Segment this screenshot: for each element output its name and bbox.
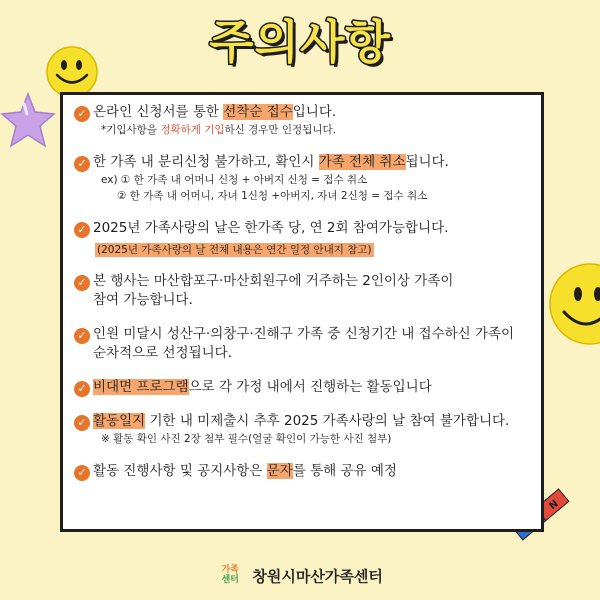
check-icon: ✓: [74, 106, 90, 122]
check-icon: ✓: [74, 381, 90, 397]
check-icon: ✓: [74, 222, 90, 238]
purple-star-balloon-icon: [0, 90, 60, 154]
highlight: 가족 전체 취소: [318, 154, 406, 170]
highlight: 활동일지: [93, 413, 146, 429]
notice-list: [74, 103, 544, 496]
check-icon: ✓: [74, 275, 90, 291]
organization-name: 창원시마산가족센터: [252, 567, 383, 586]
magnet-n-label: N: [547, 498, 561, 513]
list-item: ✓ 본 행사는 마산합포구·마산회원구에 거주하는 2인이상 가족이 참여 가능합니다.: [74, 272, 544, 310]
family-center-logo-icon: 가족 센터: [221, 565, 239, 585]
check-icon: ✓: [74, 156, 90, 172]
highlight: 문자: [266, 463, 293, 479]
notice-card: [60, 92, 544, 532]
page-title: 주의사항: [209, 15, 391, 69]
list-item: ✓ 활동일지 기한 내 미제출시 추후 2025 가족사랑의 날 참여 불가합니다. ※ 활동 확인 사진 2장 첨부 필수(얼굴 확인이 가능한 사진 첨부): [74, 412, 544, 447]
check-icon: ✓: [74, 415, 90, 431]
list-item: ✓ 한 가족 내 분리신청 불가하고, 확인시 가족 전체 취소됩니다. ex) ① 한 가족 내 어머니 신청 + 아버지 신청 = 접수 취소 ② 한 가족 내 어머니, 자녀 1신청 +아버지, 자녀 2신청 = 접수 취소: [74, 153, 544, 204]
list-item: ✓ 2025년 가족사랑의 날은 한가족 당, 연 2회 참여가능합니다. (2025년 가족사랑의 날 전체 내용은 연간 일정 안내지 참고): [74, 219, 544, 257]
footer: [0, 565, 600, 587]
list-item: ✓ 인원 미달시 성산구·의창구·진해구 가족 중 신청기간 내 접수하신 가족이 순차적으로 선정됩니다.: [74, 325, 544, 363]
list-item: ✓ 온라인 신청서를 통한 선착순 접수입니다. *기입사항을 정확하게 기입하신 경우만 인정됩니다.: [74, 103, 544, 138]
highlight: 비대면 프로그램: [93, 379, 189, 395]
highlight: 선착순 접수: [223, 104, 293, 120]
note: (2025년 가족사랑의 날 전체 내용은 연간 일정 안내지 참고): [97, 244, 372, 256]
example-line: ex) ① 한 가족 내 어머니 신청 + 아버지 신청 = 접수 취소: [101, 174, 368, 186]
check-icon: ✓: [74, 328, 90, 344]
list-item: ✓ 활동 진행사항 및 공지사항은 문자를 통해 공유 예정: [74, 462, 544, 481]
check-icon: ✓: [74, 465, 90, 481]
smiley-face-icon: [548, 262, 600, 346]
list-item: ✓ 비대면 프로그램으로 각 가정 내에서 진행하는 활동입니다: [74, 378, 544, 397]
example-line: ② 한 가족 내 어머니, 자녀 1신청 +아버지, 자녀 2신청 = 접수 취소: [117, 190, 428, 202]
